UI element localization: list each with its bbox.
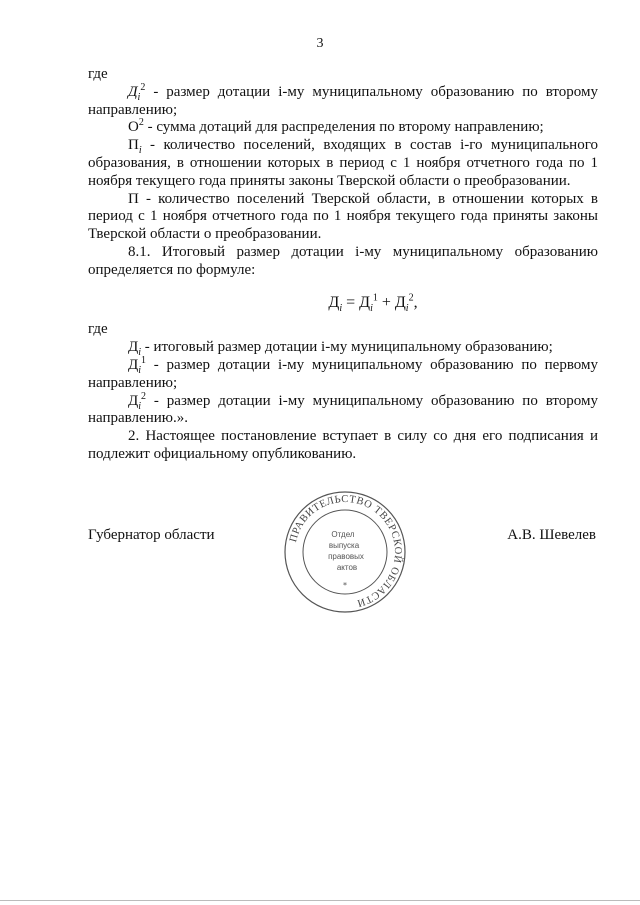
symbol: Д [128, 83, 138, 100]
definition-d-i: $Д_i$ - итоговый размер дотации i-му муниципальному образованию; [128, 339, 553, 359]
where-label-1: где [88, 66, 108, 82]
signatory-name: А.В. Шевелев [507, 527, 596, 543]
stamp-inner-text [328, 530, 364, 572]
official-stamp [283, 490, 407, 614]
document-body [88, 66, 598, 464]
definition-p-i: $П_i$ - количество поселений, входящих в состав i-го муниципального образования, в отношении которых в период с 1 ноября отчетного года по 1 ноября текущего года приняты законы Тверской области о преобразовании. [88, 137, 598, 189]
clause-8-1: 8.1. Итоговый размер дотации i-му муниципальному образованию определяется по формуле: [88, 243, 598, 278]
definition-o-2: $О^2$ - сумма дотаций для распределения по второму направлению; [128, 117, 544, 136]
formula: $Д_i = Д_i^1 + Д_i^2$, [328, 292, 418, 314]
clause-2: 2. Настоящее постановление вступает в силу со дня его подписания и подлежит официальному опубликованию. [88, 428, 598, 462]
signatory-title: Губернатор области [88, 527, 215, 543]
page-number: 3 [316, 36, 324, 51]
svg-text:актов: актов [336, 563, 358, 572]
definition-p: П - количество поселений Тверской области, в отношении которых в период с 1 ноября отчетного года по 1 ноября текущего года приняты законы Тверской области о преобразовании. [88, 190, 598, 243]
svg-text:правовых: правовых [328, 552, 364, 561]
definition-d-i-2-second: $Д_i^2$ - размер дотации i-му муниципальному образованию по второму направлению.». [88, 390, 598, 427]
definition-d-i-1: $Д_i^1$ - размер дотации i-му муниципальному образованию по первому направлению; [88, 354, 598, 391]
stamp-outer-text: ПРАВИТЕЛЬСТВО ТВЕРСКОЙ ОБЛАСТИ [288, 493, 404, 609]
page-bottom-edge [0, 900, 640, 901]
where-label-2: где [88, 321, 108, 338]
svg-text:Отдел: Отдел [331, 530, 355, 539]
svg-text:выпуска: выпуска [328, 541, 360, 550]
definition-d-i-2: $Д_i^2$ - размер дотации i-му муниципальному образованию по второму направлению; [88, 81, 598, 118]
stamp-star-icon: * [343, 581, 347, 590]
